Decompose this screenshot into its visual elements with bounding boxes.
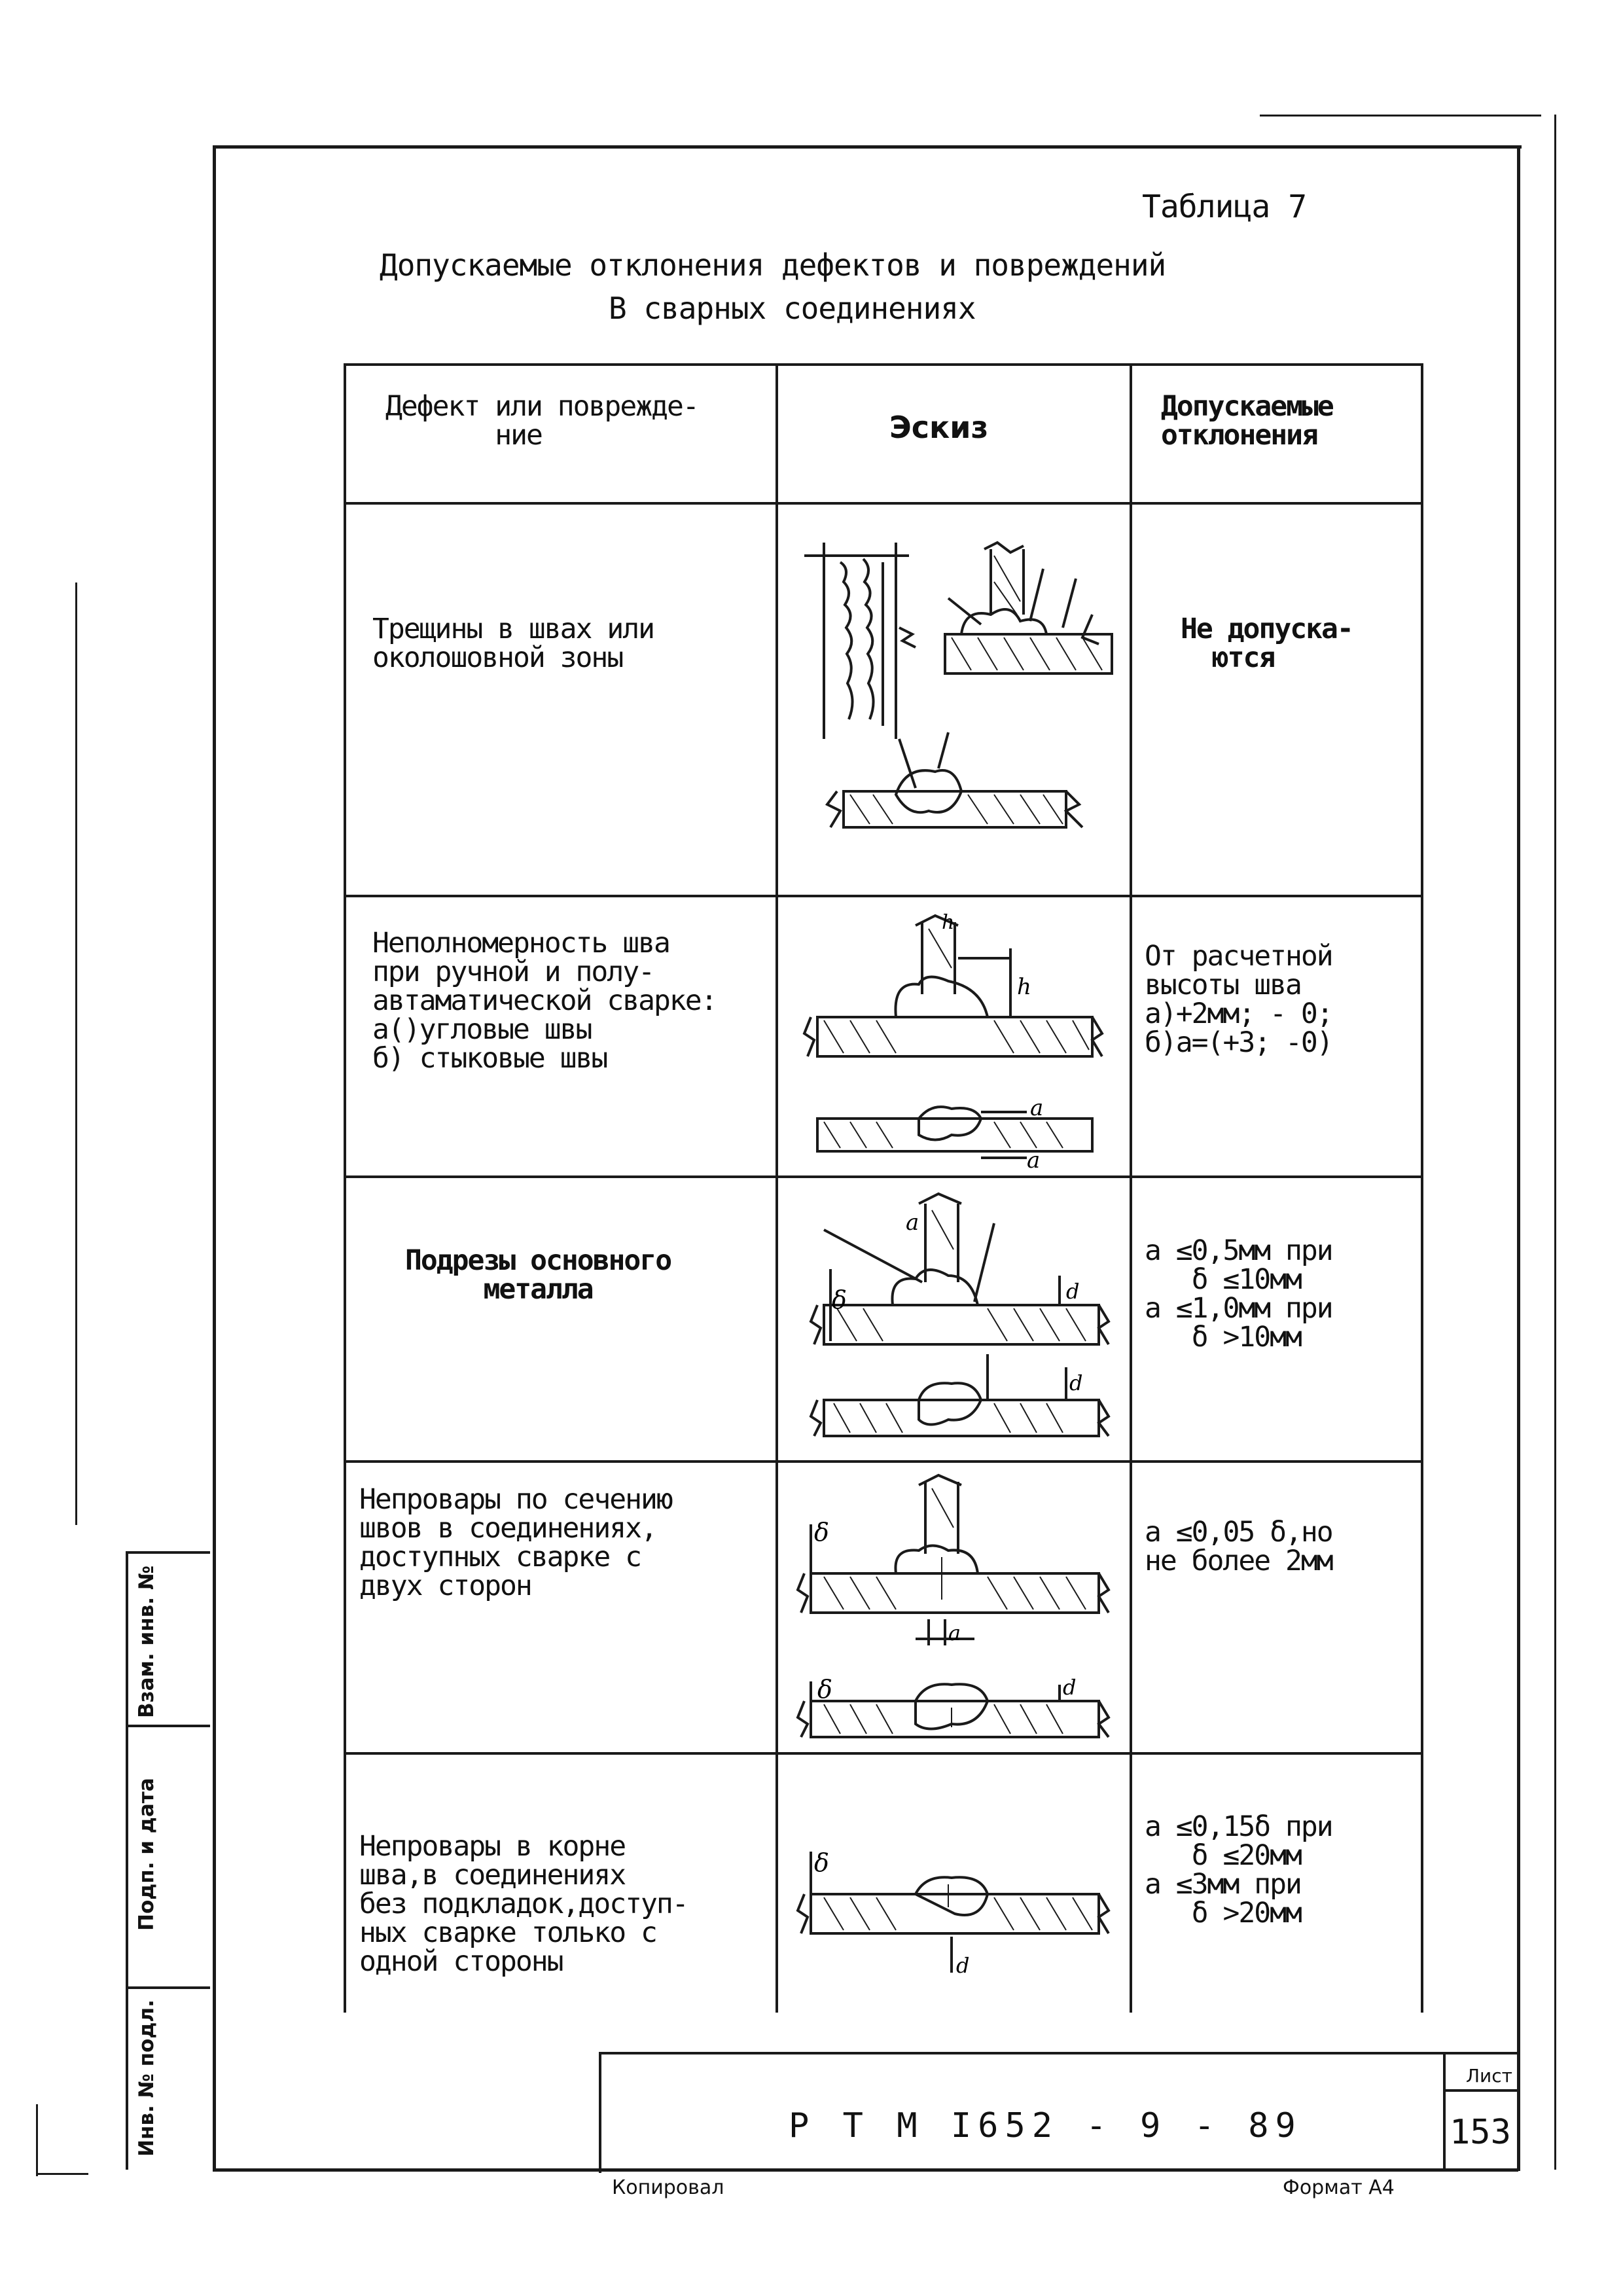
row-3-sketch-label-a: a — [906, 1210, 919, 1236]
row-1-sketch-cracks — [785, 529, 1125, 886]
row-3-sketch-label-d1: d — [1066, 1279, 1080, 1304]
table-title-line-2: В сварных соединениях — [609, 291, 976, 326]
row-2-tolerance: От расчетной высоты шва а)+2мм; - 0; б)а=(+3; -0) — [1145, 940, 1332, 1059]
row-divider-1 — [346, 895, 1421, 897]
scan-edge-top — [1260, 115, 1541, 117]
row-divider-4 — [346, 1752, 1421, 1755]
row-4-sketch-label-delta1: δ — [814, 1518, 829, 1547]
row-2-sketch-incomplete-size — [785, 909, 1125, 1171]
stamp-divider-1 — [128, 1725, 210, 1727]
sheet-label: Лист — [1466, 2065, 1512, 2087]
row-4-tolerance: а ≤0,05 δ,но не более 2мм — [1145, 1516, 1332, 1577]
stamp-replace-inv: Взам. инв. № — [135, 1565, 158, 1718]
header-sketch: Эскиз — [889, 410, 989, 445]
row-2-sketch-label-h1: h — [942, 911, 955, 934]
row-5-sketch-label-delta: δ — [814, 1848, 829, 1877]
row-3-defect: Подрезы основного металла — [405, 1244, 671, 1306]
column-divider-2 — [1130, 366, 1132, 2013]
row-2-defect: Неполномерность шва при ручной и полу- автаматической сварке: а()угловые швы б) стыковые швы — [372, 927, 717, 1075]
row-1-tolerance: Не допуска- ются — [1181, 613, 1353, 674]
row-2-sketch-label-a2: a — [1027, 1147, 1041, 1171]
sheet-number: 153 — [1450, 2113, 1511, 2152]
format-label: Формат А4 — [1283, 2176, 1395, 2199]
stamp-divider-2 — [128, 1986, 210, 1989]
row-4-sketch-label-d: d — [1063, 1675, 1077, 1700]
sheet-box-divider — [1443, 2089, 1520, 2092]
row-5-sketch-root-lack-of-penetration — [785, 1773, 1125, 2009]
column-divider-1 — [776, 366, 778, 2013]
page-frame-top — [213, 145, 1522, 149]
row-3-sketch-undercuts — [785, 1184, 1125, 1456]
document-code: Р Т М I652 - 9 - 89 — [789, 2106, 1302, 2145]
stamp-divider-top — [128, 1551, 210, 1554]
scan-edge-right — [1554, 115, 1556, 2170]
scan-edge-lower-left — [36, 2104, 38, 2176]
page-frame-left — [213, 145, 216, 2171]
row-4-defect: Непровары по сечению швов в соединениях, доступных сварке с двух сторон — [359, 1483, 672, 1602]
row-3-tolerance: а ≤0,5мм при δ ≤10мм а ≤1,0мм при δ >10мм — [1145, 1234, 1332, 1354]
scan-edge-left — [75, 583, 77, 1525]
stamp-sign-date: Подп. и дата — [135, 1778, 158, 1931]
row-5-defect: Непровары в корне шва,в соединениях без подкладок,доступ- ных сварке только с одной стороны — [359, 1830, 688, 1978]
header-divider — [346, 502, 1421, 505]
header-tolerance: Допускаемые отклонения — [1161, 390, 1333, 452]
row-divider-2 — [346, 1175, 1421, 1178]
row-3-sketch-label-delta: δ — [832, 1285, 847, 1314]
row-divider-3 — [346, 1460, 1421, 1463]
defects-table — [344, 363, 1423, 2013]
row-3-sketch-label-d2: d — [1069, 1371, 1083, 1395]
scan-edge-lower-left-h — [36, 2173, 88, 2175]
row-5-sketch-label-d: d — [956, 1953, 970, 1978]
row-2-sketch-label-a1: a — [1030, 1095, 1044, 1121]
row-4-sketch-label-delta2: δ — [817, 1675, 832, 1704]
stamp-inv-no: Инв. № подл. — [135, 2000, 158, 2157]
page-frame-right — [1517, 145, 1520, 2171]
row-2-sketch-label-h2: h — [1017, 974, 1031, 1000]
side-stamp-column — [126, 1551, 210, 2170]
header-defect: Дефект или поврежде- ние — [385, 390, 698, 452]
table-title-line-1: Допускаемые отклонения дефектов и повреждений — [380, 247, 1166, 283]
row-5-tolerance: а ≤0,15δ при δ ≤20мм а ≤3мм при δ >20мм — [1145, 1810, 1332, 1929]
copied-label: Копировал — [612, 2176, 724, 2199]
row-1-defect: Трещины в швах или околошовной зоны — [372, 613, 654, 674]
row-4-sketch-label-a: a — [948, 1621, 961, 1645]
row-4-sketch-lack-of-penetration — [785, 1469, 1125, 1750]
table-number: Таблица 7 — [1142, 188, 1307, 225]
